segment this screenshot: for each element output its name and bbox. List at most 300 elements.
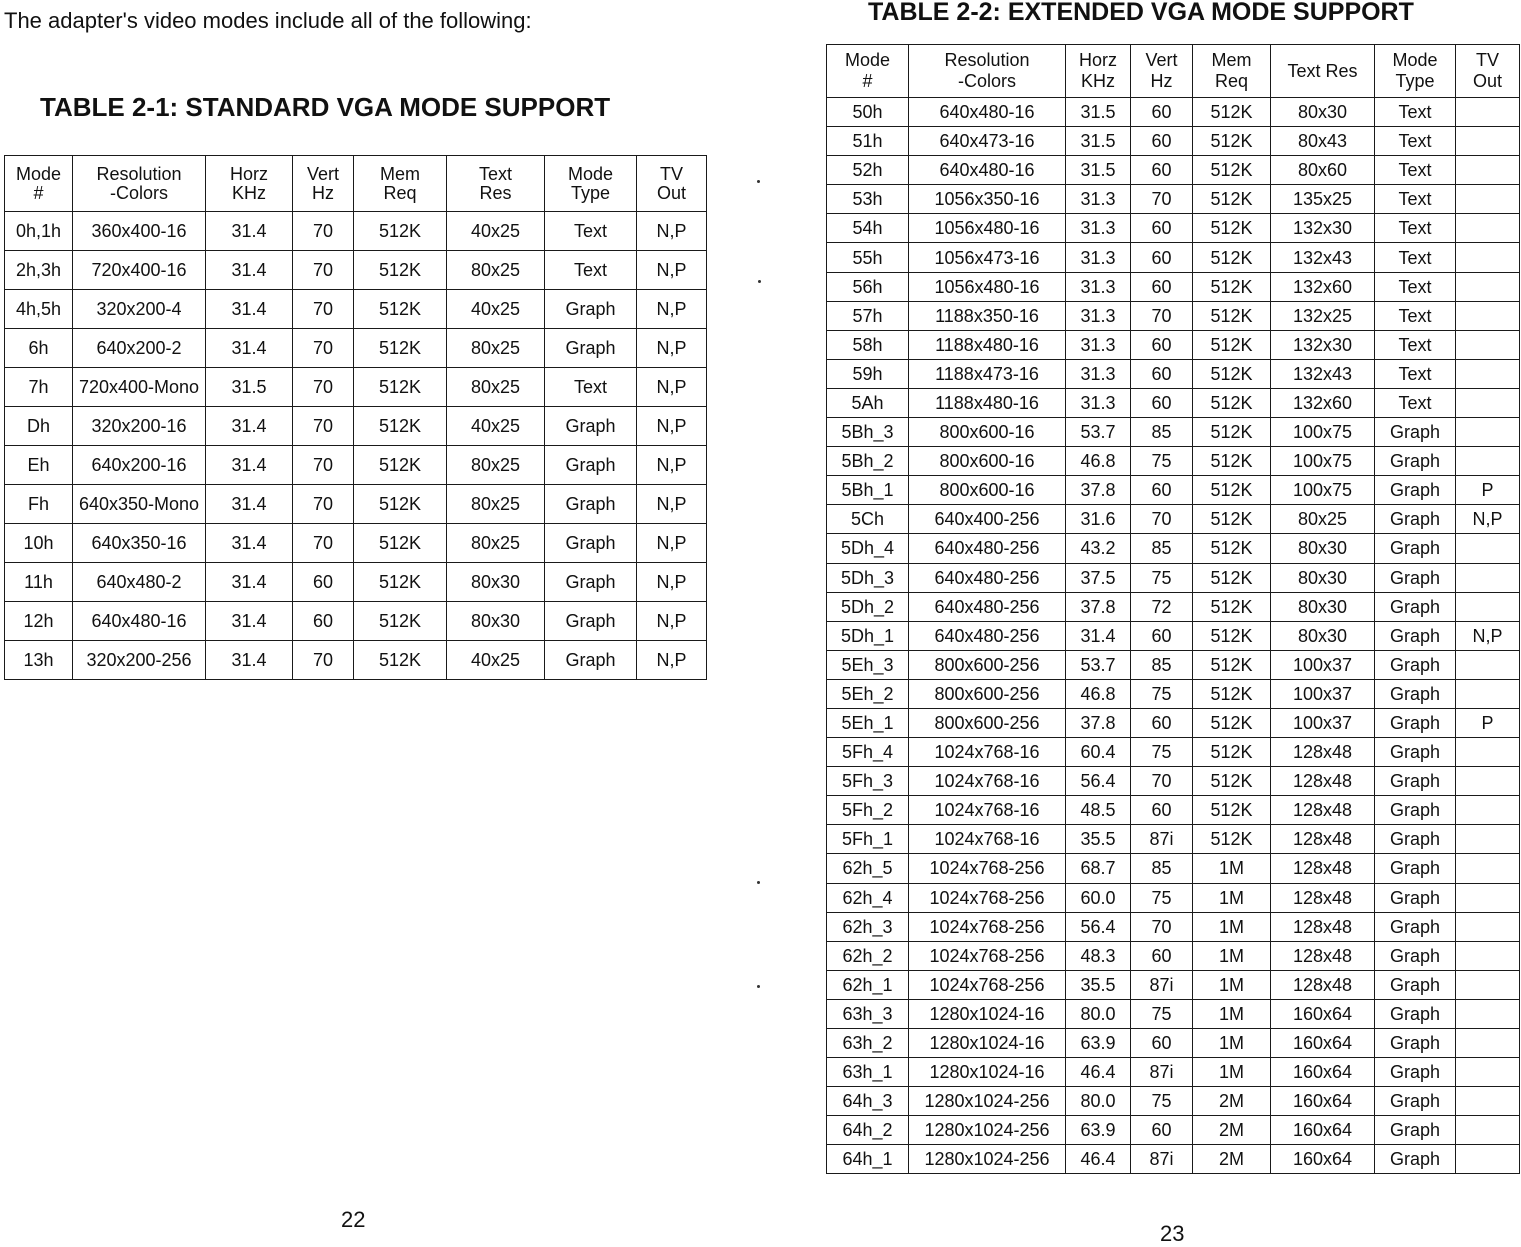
column-header-line: Out: [656, 182, 686, 203]
table-cell: 70: [293, 329, 354, 368]
table-cell: 64h_1: [827, 1145, 909, 1174]
table-cell: 60: [1131, 941, 1193, 970]
table-cell: [1456, 156, 1520, 185]
table-cell: 75: [1131, 1087, 1193, 1116]
table-cell: 1M: [1193, 883, 1271, 912]
table-cell: 4h,5h: [5, 290, 73, 329]
table-cell: 1188x480-16: [909, 330, 1066, 359]
table-cell: 1024x768-256: [909, 912, 1066, 941]
table-cell: 512K: [1193, 156, 1271, 185]
table-cell: 62h_3: [827, 912, 909, 941]
table-cell: 31.3: [1066, 359, 1131, 388]
table-cell: 60: [1131, 272, 1193, 301]
table-cell: 80x25: [447, 446, 545, 485]
table-row: [827, 796, 1520, 825]
table-cell: 60: [1131, 98, 1193, 127]
table-row: [5, 446, 707, 485]
table-cell: 1188x480-16: [909, 388, 1066, 417]
table-cell: 80x25: [1271, 505, 1375, 534]
table-cell: N,P: [637, 485, 707, 524]
table-cell: N,P: [637, 524, 707, 563]
table-cell: 132x60: [1271, 272, 1375, 301]
table-cell: 59h: [827, 359, 909, 388]
table-cell: 60.4: [1066, 738, 1131, 767]
table-cell: [1456, 185, 1520, 214]
table-cell: Dh: [5, 407, 73, 446]
table-row: [827, 941, 1520, 970]
table-row: [827, 1087, 1520, 1116]
table-cell: 31.3: [1066, 272, 1131, 301]
table-cell: 80.0: [1066, 1087, 1131, 1116]
column-header-line: TV: [659, 163, 683, 184]
column-header-line: Hz: [1150, 71, 1173, 91]
table-cell: 2M: [1193, 1145, 1271, 1174]
table-cell: [1456, 592, 1520, 621]
table-cell: 60: [1131, 1029, 1193, 1058]
table-cell: 512K: [354, 563, 447, 602]
table-cell: 37.8: [1066, 476, 1131, 505]
table-row: [827, 127, 1520, 156]
table-cell: 5Bh_1: [827, 476, 909, 505]
table-cell: 31.3: [1066, 388, 1131, 417]
table-cell: 132x25: [1271, 301, 1375, 330]
table-cell: Text: [1375, 214, 1456, 243]
table-cell: Graph: [1375, 796, 1456, 825]
table-cell: 132x60: [1271, 388, 1375, 417]
table-cell: 1280x1024-16: [909, 999, 1066, 1028]
table-cell: 512K: [354, 368, 447, 407]
table-cell: [1456, 214, 1520, 243]
table-cell: 160x64: [1271, 999, 1375, 1028]
intro-text: The adapter's video modes include all of the following:: [4, 8, 532, 33]
table-cell: 40x25: [447, 212, 545, 251]
table-cell: 58h: [827, 330, 909, 359]
table-cell: 512K: [354, 602, 447, 641]
table-cell: 512K: [1193, 359, 1271, 388]
table-cell: Graph: [1375, 505, 1456, 534]
table-cell: Text: [545, 251, 637, 290]
table-cell: 31.3: [1066, 185, 1131, 214]
table-cell: 31.5: [1066, 98, 1131, 127]
table-row: [5, 641, 707, 680]
table-cell: N,P: [637, 446, 707, 485]
table-2-1-title: TABLE 2-1: STANDARD VGA MODE SUPPORT: [40, 92, 611, 122]
table-cell: 1M: [1193, 1058, 1271, 1087]
table-row: [827, 505, 1520, 534]
table-cell: 52h: [827, 156, 909, 185]
column-header-line: Type: [1395, 71, 1435, 91]
table-cell: 46.4: [1066, 1145, 1131, 1174]
table-cell: 87i: [1131, 1145, 1193, 1174]
table-cell: 5Bh_2: [827, 447, 909, 476]
table-cell: N,P: [637, 290, 707, 329]
table-cell: 1024x768-16: [909, 738, 1066, 767]
table-cell: 51h: [827, 127, 909, 156]
extended-vga-mode-table: [826, 44, 1520, 1174]
table-row: [5, 524, 707, 563]
table-cell: 640x480-16: [73, 602, 206, 641]
table-cell: 100x75: [1271, 418, 1375, 447]
table-cell: 85: [1131, 854, 1193, 883]
table-cell: 512K: [1193, 214, 1271, 243]
table-cell: [1456, 650, 1520, 679]
table-cell: 5Ch: [827, 505, 909, 534]
table-cell: [1456, 1058, 1520, 1087]
table-cell: 5Eh_1: [827, 708, 909, 737]
table-cell: Graph: [1375, 767, 1456, 796]
table-cell: 31.5: [206, 368, 293, 407]
table-cell: 512K: [1193, 796, 1271, 825]
table-cell: Graph: [545, 524, 637, 563]
table-cell: Graph: [1375, 447, 1456, 476]
table-cell: 2M: [1193, 1116, 1271, 1145]
table-cell: Text: [1375, 243, 1456, 272]
table-cell: Graph: [545, 446, 637, 485]
table-row: [827, 738, 1520, 767]
table-cell: [1456, 767, 1520, 796]
table-cell: 70: [293, 407, 354, 446]
table-cell: 80x30: [1271, 534, 1375, 563]
column-header-line: Req: [383, 182, 417, 203]
table-cell: 1M: [1193, 1029, 1271, 1058]
column-header: [637, 156, 707, 212]
table-cell: 75: [1131, 883, 1193, 912]
table-cell: [1456, 970, 1520, 999]
table-cell: 72: [1131, 592, 1193, 621]
table-cell: 31.3: [1066, 214, 1131, 243]
table-row: [827, 359, 1520, 388]
table-cell: 63.9: [1066, 1116, 1131, 1145]
table-cell: 640x480-16: [909, 156, 1066, 185]
table-cell: 512K: [1193, 505, 1271, 534]
table-cell: N,P: [637, 563, 707, 602]
table-cell: 1024x768-16: [909, 796, 1066, 825]
table-cell: 100x37: [1271, 650, 1375, 679]
table-cell: [1456, 534, 1520, 563]
table-cell: [1456, 1029, 1520, 1058]
table-cell: 128x48: [1271, 912, 1375, 941]
table-header-row: [827, 45, 1520, 98]
table-cell: 60: [1131, 359, 1193, 388]
table-cell: 512K: [354, 641, 447, 680]
column-header: [545, 156, 637, 212]
table-row: [827, 388, 1520, 417]
table-row: [5, 251, 707, 290]
table-cell: 512K: [1193, 767, 1271, 796]
table-row: [5, 407, 707, 446]
table-cell: 63h_3: [827, 999, 909, 1028]
table-cell: 70: [293, 485, 354, 524]
table-cell: 1056x350-16: [909, 185, 1066, 214]
table-cell: 85: [1131, 650, 1193, 679]
column-header-line: TV: [1475, 50, 1499, 70]
table-cell: 70: [293, 212, 354, 251]
table-row: [827, 156, 1520, 185]
table-row: [827, 534, 1520, 563]
table-cell: 31.4: [206, 524, 293, 563]
table-cell: 135x25: [1271, 185, 1375, 214]
table-cell: 80x43: [1271, 127, 1375, 156]
table-cell: 64h_3: [827, 1087, 909, 1116]
table-cell: 55h: [827, 243, 909, 272]
table-cell: Text: [1375, 359, 1456, 388]
table-cell: 80x25: [447, 524, 545, 563]
table-row: [827, 98, 1520, 127]
table-cell: Text: [1375, 330, 1456, 359]
table-cell: 720x400-16: [73, 251, 206, 290]
table-cell: 800x600-16: [909, 418, 1066, 447]
table-cell: [1456, 418, 1520, 447]
table-cell: 31.5: [1066, 156, 1131, 185]
table-cell: 62h_4: [827, 883, 909, 912]
table-cell: 640x480-16: [909, 98, 1066, 127]
table-cell: 160x64: [1271, 1116, 1375, 1145]
table-cell: 100x37: [1271, 679, 1375, 708]
table-cell: 5Eh_3: [827, 650, 909, 679]
table-cell: [1456, 563, 1520, 592]
table-cell: 70: [1131, 505, 1193, 534]
table-cell: 128x48: [1271, 767, 1375, 796]
table-cell: Graph: [1375, 738, 1456, 767]
table-cell: 512K: [1193, 418, 1271, 447]
table-cell: 85: [1131, 534, 1193, 563]
table-cell: Graph: [1375, 592, 1456, 621]
table-cell: 512K: [1193, 592, 1271, 621]
table-cell: 100x37: [1271, 708, 1375, 737]
table-row: [827, 883, 1520, 912]
table-row: [5, 212, 707, 251]
table-cell: 128x48: [1271, 941, 1375, 970]
table-cell: 31.4: [1066, 621, 1131, 650]
table-cell: 132x30: [1271, 214, 1375, 243]
table-row: [5, 563, 707, 602]
table-cell: Graph: [545, 290, 637, 329]
table-cell: 31.5: [1066, 127, 1131, 156]
table-cell: Graph: [1375, 563, 1456, 592]
table-cell: 512K: [1193, 98, 1271, 127]
table-row: [827, 1116, 1520, 1145]
table-cell: Graph: [1375, 825, 1456, 854]
table-cell: 512K: [1193, 708, 1271, 737]
table-cell: 31.4: [206, 212, 293, 251]
table-cell: 37.8: [1066, 708, 1131, 737]
table-cell: 512K: [354, 329, 447, 368]
table-cell: 57h: [827, 301, 909, 330]
table-cell: 160x64: [1271, 1087, 1375, 1116]
table-cell: 87i: [1131, 970, 1193, 999]
table-cell: 320x200-4: [73, 290, 206, 329]
table-cell: Graph: [1375, 999, 1456, 1028]
table-cell: 50h: [827, 98, 909, 127]
table-cell: 53h: [827, 185, 909, 214]
table-cell: 640x400-256: [909, 505, 1066, 534]
table-cell: 132x43: [1271, 243, 1375, 272]
table-cell: 512K: [1193, 534, 1271, 563]
table-cell: 512K: [1193, 738, 1271, 767]
table-cell: 63.9: [1066, 1029, 1131, 1058]
table-cell: 70: [293, 446, 354, 485]
table-cell: Graph: [1375, 418, 1456, 447]
column-header-line: Horz: [229, 163, 268, 184]
table-cell: 13h: [5, 641, 73, 680]
table-cell: Graph: [1375, 650, 1456, 679]
table-row: [827, 418, 1520, 447]
table-cell: 640x480-256: [909, 592, 1066, 621]
table-cell: 80x60: [1271, 156, 1375, 185]
table-cell: 60.0: [1066, 883, 1131, 912]
table-cell: P: [1456, 476, 1520, 505]
table-cell: Graph: [545, 641, 637, 680]
table-cell: 640x480-2: [73, 563, 206, 602]
table-cell: 60: [293, 563, 354, 602]
column-header-line: Mode: [844, 50, 891, 70]
table-cell: 5Ah: [827, 388, 909, 417]
table-cell: 512K: [354, 446, 447, 485]
table-row: [827, 563, 1520, 592]
table-cell: N,P: [637, 329, 707, 368]
table-cell: 512K: [1193, 476, 1271, 505]
column-header-line: KHz: [231, 182, 266, 203]
table-cell: 640x480-256: [909, 563, 1066, 592]
column-header: [1456, 45, 1520, 98]
table-cell: 512K: [1193, 563, 1271, 592]
table-cell: 1280x1024-256: [909, 1116, 1066, 1145]
table-header-row: [5, 156, 707, 212]
table-cell: [1456, 1116, 1520, 1145]
table-cell: [1456, 854, 1520, 883]
table-cell: 1M: [1193, 912, 1271, 941]
table-2-2-title: TABLE 2-2: EXTENDED VGA MODE SUPPORT: [868, 0, 1414, 26]
table-row: [827, 301, 1520, 330]
table-cell: 5Bh_3: [827, 418, 909, 447]
table-cell: 53.7: [1066, 650, 1131, 679]
table-cell: 1024x768-256: [909, 970, 1066, 999]
column-header-line: Resolution: [944, 50, 1030, 70]
table-cell: 1024x768-256: [909, 883, 1066, 912]
table-cell: Text: [1375, 185, 1456, 214]
table-cell: 63h_1: [827, 1058, 909, 1087]
table-cell: 70: [293, 524, 354, 563]
table-cell: Graph: [1375, 621, 1456, 650]
table-cell: 160x64: [1271, 1058, 1375, 1087]
table-cell: 37.5: [1066, 563, 1131, 592]
table-cell: 512K: [354, 524, 447, 563]
table-cell: 720x400-Mono: [73, 368, 206, 407]
column-header: [206, 156, 293, 212]
table-cell: 1024x768-16: [909, 825, 1066, 854]
table-cell: N,P: [637, 641, 707, 680]
column-header: [5, 156, 73, 212]
table-cell: Text: [545, 368, 637, 407]
table-cell: 64h_2: [827, 1116, 909, 1145]
table-row: [5, 368, 707, 407]
table-cell: 31.4: [206, 641, 293, 680]
table-cell: 512K: [354, 251, 447, 290]
column-header: [293, 156, 354, 212]
table-cell: 60: [1131, 796, 1193, 825]
table-cell: [1456, 127, 1520, 156]
table-cell: 75: [1131, 999, 1193, 1028]
table-cell: 48.5: [1066, 796, 1131, 825]
table-cell: Text: [1375, 272, 1456, 301]
table-row: [827, 592, 1520, 621]
table-cell: N,P: [637, 602, 707, 641]
table-cell: [1456, 999, 1520, 1028]
table-cell: 512K: [1193, 388, 1271, 417]
table-cell: 1056x473-16: [909, 243, 1066, 272]
table-cell: 640x200-16: [73, 446, 206, 485]
table-cell: 80x30: [1271, 98, 1375, 127]
column-header: [73, 156, 206, 212]
table-cell: 46.4: [1066, 1058, 1131, 1087]
table-cell: Fh: [5, 485, 73, 524]
left-page: [0, 0, 760, 1243]
table-cell: [1456, 301, 1520, 330]
table-row: [827, 447, 1520, 476]
table-cell: 80x25: [447, 251, 545, 290]
table-cell: 160x64: [1271, 1029, 1375, 1058]
table-cell: 56h: [827, 272, 909, 301]
table-cell: P: [1456, 708, 1520, 737]
table-cell: 1M: [1193, 999, 1271, 1028]
table-row: [827, 330, 1520, 359]
table-cell: 5Fh_3: [827, 767, 909, 796]
table-cell: 87i: [1131, 825, 1193, 854]
table-cell: 320x200-16: [73, 407, 206, 446]
table-row: [5, 602, 707, 641]
column-header: [447, 156, 545, 212]
table-cell: 0h,1h: [5, 212, 73, 251]
table-cell: 60: [1131, 330, 1193, 359]
table-cell: [1456, 825, 1520, 854]
table-cell: 512K: [1193, 185, 1271, 214]
table-cell: 2h,3h: [5, 251, 73, 290]
table-cell: N,P: [1456, 621, 1520, 650]
table-cell: 800x600-256: [909, 650, 1066, 679]
table-row: [827, 1029, 1520, 1058]
table-cell: 512K: [1193, 243, 1271, 272]
table-cell: 1024x768-16: [909, 767, 1066, 796]
table-cell: 512K: [1193, 447, 1271, 476]
table-cell: 1280x1024-16: [909, 1029, 1066, 1058]
table-cell: 80x30: [447, 602, 545, 641]
table-cell: 640x473-16: [909, 127, 1066, 156]
table-cell: Text: [1375, 127, 1456, 156]
table-cell: 31.4: [206, 251, 293, 290]
table-cell: 512K: [1193, 679, 1271, 708]
table-row: [827, 854, 1520, 883]
table-cell: 60: [1131, 127, 1193, 156]
table-cell: 128x48: [1271, 738, 1375, 767]
table-cell: 75: [1131, 563, 1193, 592]
column-header-line: Vert: [1145, 50, 1178, 70]
table-row: [827, 1145, 1520, 1174]
table-cell: 1M: [1193, 970, 1271, 999]
table-cell: 60: [1131, 621, 1193, 650]
table-cell: [1456, 359, 1520, 388]
table-cell: 60: [1131, 388, 1193, 417]
column-header-line: #: [33, 182, 44, 203]
table-cell: 7h: [5, 368, 73, 407]
table-cell: Graph: [545, 407, 637, 446]
column-header: [1375, 45, 1456, 98]
table-cell: N,P: [637, 251, 707, 290]
table-cell: 31.4: [206, 407, 293, 446]
table-cell: Graph: [1375, 1145, 1456, 1174]
table-cell: 60: [1131, 1116, 1193, 1145]
table-cell: Graph: [1375, 708, 1456, 737]
table-cell: 62h_2: [827, 941, 909, 970]
